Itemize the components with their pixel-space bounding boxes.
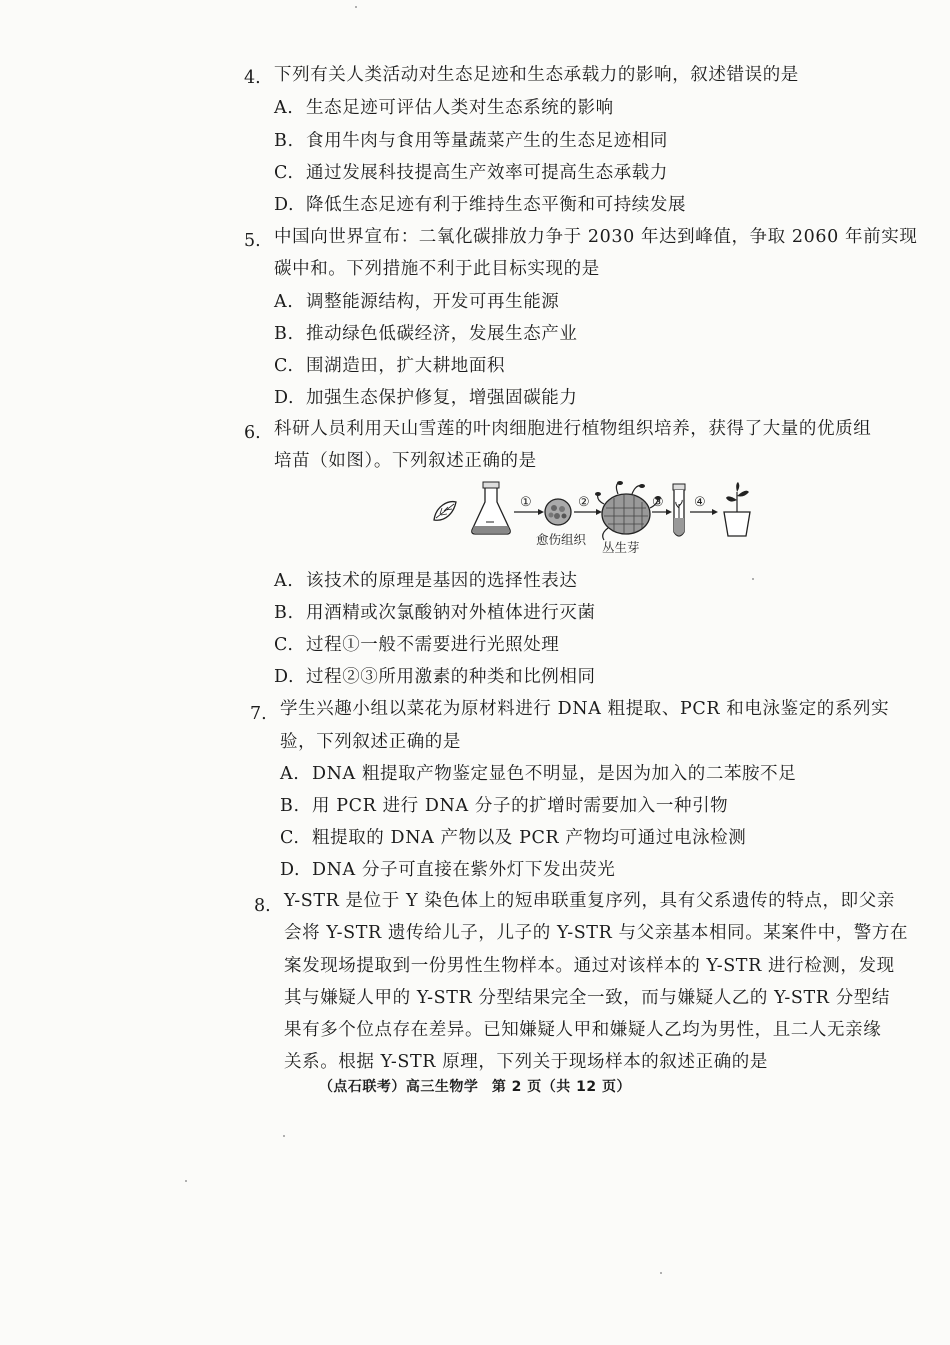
option-letter: D.	[274, 667, 295, 687]
question-stem-line: 验，下列叙述正确的是	[280, 732, 461, 752]
question-stem-line: 中国向世界宣布：二氧化碳排放力争于 2030 年达到峰值，争取 2060 年前实现	[274, 227, 918, 247]
exam-source: （点石联考）高三生物学	[318, 1079, 479, 1095]
tissue-culture-diagram	[428, 478, 758, 556]
option-letter: C.	[274, 356, 294, 376]
question-stem-line: 科研人员利用天山雪莲的叶肉细胞进行植物组织培养，获得了大量的优质组	[274, 419, 872, 439]
option-text: 过程②③所用激素的种类和比例相同	[306, 667, 596, 687]
option-text: 粗提取的 DNA 产物以及 PCR 产物均可通过电泳检测	[312, 828, 747, 848]
option-a	[274, 97, 614, 119]
option-b	[274, 130, 668, 152]
scan-speck	[283, 1135, 285, 1137]
question-stem-line: 案发现场提取到一份男性生物样本。通过对该样本的 Y-STR 进行检测，发现	[284, 956, 895, 976]
option-letter: D.	[274, 388, 295, 408]
callus-icon	[545, 499, 571, 525]
option-letter: D.	[274, 195, 295, 215]
option-text: 加强生态保护修复，增强固碳能力	[306, 388, 578, 408]
option-text: 围湖造田，扩大耕地面积	[306, 356, 506, 376]
question-number: 4.	[244, 68, 261, 88]
option-text: 食用牛肉与食用等量蔬菜产生的生态足迹相同	[306, 131, 668, 151]
step-3-label: ③	[652, 495, 664, 510]
option-letter: B.	[274, 324, 294, 344]
option-letter: C.	[274, 163, 294, 183]
option-a	[274, 291, 559, 313]
option-letter: B.	[274, 131, 294, 151]
question-stem-line: 学生兴趣小组以菜花为原材料进行 DNA 粗提取、PCR 和电泳鉴定的系列实	[280, 699, 890, 719]
scan-speck	[660, 1272, 662, 1274]
option-text: 用酒精或次氯酸钠对外植体进行灭菌	[306, 603, 596, 623]
question-stem-line: 会将 Y-STR 遗传给儿子，儿子的 Y-STR 与父亲基本相同。某案件中，警方在	[284, 923, 909, 943]
page-footer	[0, 1076, 950, 1096]
test-tube-icon	[673, 484, 685, 536]
option-a	[274, 570, 578, 592]
question-number: 8.	[254, 896, 271, 916]
option-letter: D.	[280, 860, 301, 880]
option-d	[274, 387, 578, 409]
question-stem-line: 碳中和。下列措施不利于此目标实现的是	[274, 259, 600, 279]
scan-speck	[355, 6, 357, 8]
scan-speck	[752, 578, 754, 580]
option-c	[280, 827, 746, 849]
option-letter: B.	[280, 796, 300, 816]
question-stem-line: 其与嫌疑人甲的 Y-STR 分型结果完全一致，而与嫌疑人乙的 Y-STR 分型结	[284, 988, 891, 1008]
option-d	[274, 666, 596, 688]
buds-label: 丛生芽	[602, 540, 640, 555]
option-text: 推动绿色低碳经济，发展生态产业	[306, 324, 578, 344]
option-c	[274, 634, 559, 656]
question-number: 7.	[250, 704, 267, 724]
page-number: 第 2 页（共 12 页）	[491, 1079, 632, 1095]
option-letter: C.	[280, 828, 300, 848]
option-letter: C.	[274, 635, 294, 655]
option-text: 降低生态足迹有利于维持生态平衡和可持续发展	[306, 195, 687, 215]
option-text: DNA 分子可直接在紫外灯下发出荧光	[312, 860, 616, 880]
option-text: 调整能源结构，开发可再生能源	[306, 292, 560, 312]
option-d	[274, 194, 686, 216]
step-2-label: ②	[578, 495, 590, 510]
option-letter: A.	[274, 292, 294, 312]
option-letter: A.	[280, 764, 300, 784]
option-a	[280, 763, 796, 785]
option-letter: A.	[274, 98, 294, 118]
option-text: 通过发展科技提高生产效率可提高生态承载力	[306, 163, 668, 183]
option-c	[274, 355, 505, 377]
question-stem-line: 下列有关人类活动对生态足迹和生态承载力的影响，叙述错误的是	[274, 65, 799, 85]
option-text: 该技术的原理是基因的选择性表达	[306, 571, 578, 591]
option-b	[274, 323, 578, 345]
option-text: 用 PCR 进行 DNA 分子的扩增时需要加入一种引物	[312, 796, 729, 816]
option-b	[274, 602, 596, 624]
scan-speck	[185, 1180, 187, 1182]
leaf-icon	[434, 502, 456, 521]
question-number: 5.	[244, 231, 261, 251]
option-letter: A.	[274, 571, 294, 591]
question-stem-line: 果有多个位点存在差异。已知嫌疑人甲和嫌疑人乙均为男性，且二人无亲缘	[284, 1020, 882, 1040]
flask-icon	[472, 482, 510, 534]
option-text: 过程①一般不需要进行光照处理	[306, 635, 560, 655]
option-text: DNA 粗提取产物鉴定显色不明显，是因为加入的二苯胺不足	[312, 764, 797, 784]
option-d	[280, 859, 615, 881]
step-4-label: ④	[694, 495, 706, 510]
callus-label: 愈伤组织	[536, 532, 587, 547]
potted-plant-icon	[724, 482, 750, 536]
step-1-label: ①	[520, 495, 532, 510]
option-c	[274, 162, 668, 184]
question-stem-line: Y-STR 是位于 Y 染色体上的短串联重复序列，具有父系遗传的特点，即父亲	[284, 891, 895, 911]
option-b	[280, 795, 728, 817]
question-stem-line: 关系。根据 Y-STR 原理，下列关于现场样本的叙述正确的是	[284, 1052, 769, 1072]
option-text: 生态足迹可评估人类对生态系统的影响	[306, 98, 614, 118]
question-stem-line: 培苗（如图）。下列叙述正确的是	[274, 451, 537, 471]
question-number: 6.	[244, 423, 261, 443]
option-letter: B.	[274, 603, 294, 623]
buds-cluster-icon	[595, 481, 661, 540]
